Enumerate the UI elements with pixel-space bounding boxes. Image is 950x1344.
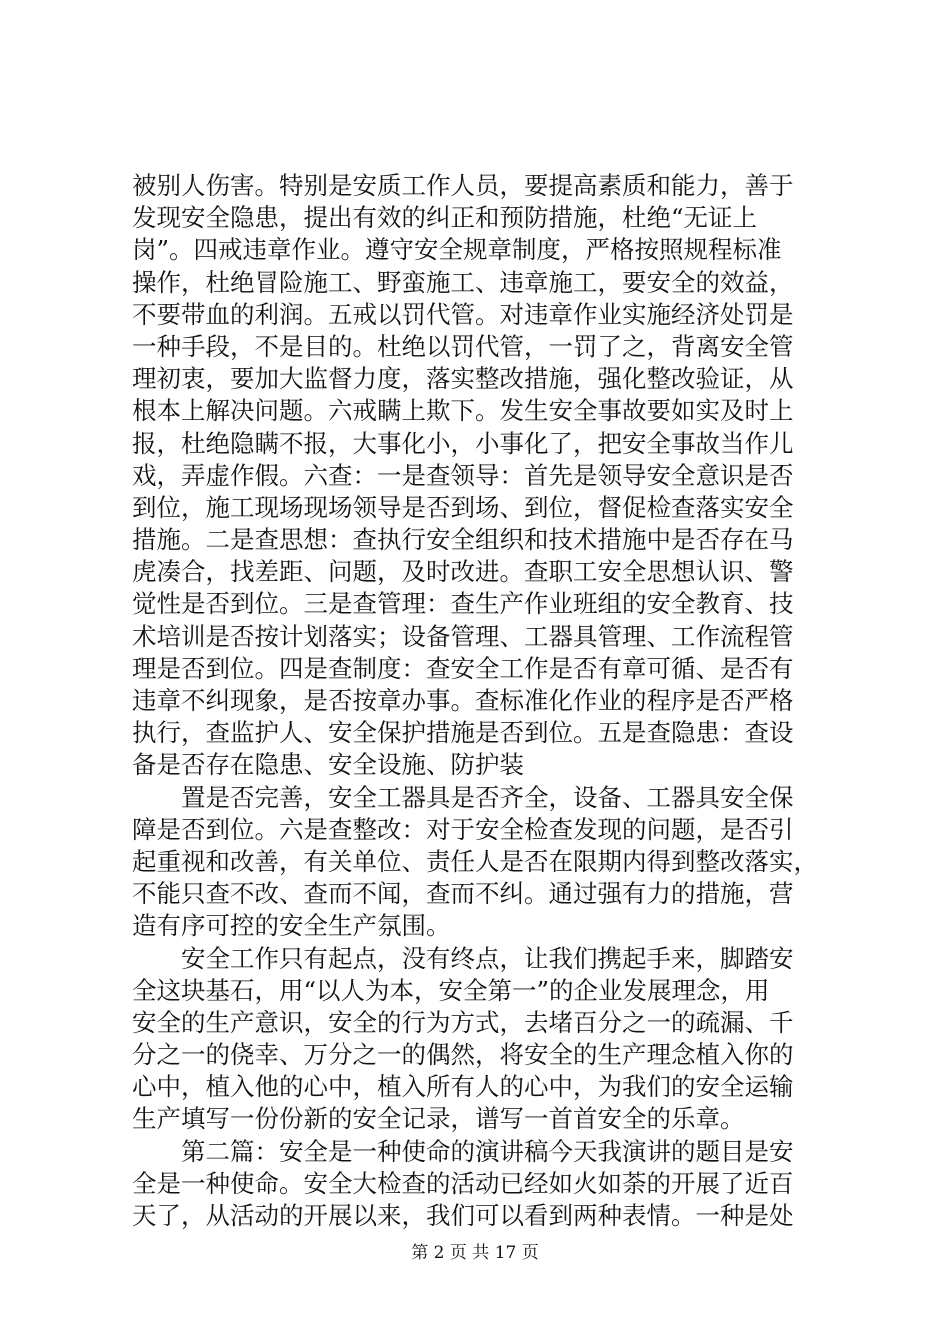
page-number-footer: 第 2 页 共 17 页	[411, 1243, 539, 1263]
text-line: 到位，施工现场现场领导是否到场、到位，督促检查落实安全	[132, 492, 794, 522]
text-line: 第二篇：安全是一种使命的演讲稿今天我演讲的题目是安	[132, 1136, 794, 1166]
text-line: 理是否到位。四是查制度：查安全工作是否有章可循、是否有	[132, 653, 794, 683]
text-line: 造有序可控的安全生产氛围。	[132, 911, 451, 941]
text-line: 全这块基石，用“以人为本，安全第一”的企业发展理念，用	[132, 975, 770, 1005]
text-line: 备是否存在隐患、安全设施、防护装	[132, 750, 524, 780]
text-line: 操作，杜绝冒险施工、野蛮施工、违章施工，要安全的效益，	[132, 267, 794, 297]
document-body	[132, 170, 832, 1232]
text-line: 根本上解决问题。六戒瞒上欺下。发生安全事故要如实及时上	[132, 396, 794, 426]
text-line: 心中，植入他的心中，植入所有人的心中，为我们的安全运输	[132, 1072, 794, 1102]
text-line: 生产填写一份份新的安全记录，谱写一首首安全的乐章。	[132, 1104, 745, 1134]
text-line: 被别人伤害。特别是安质工作人员，要提高素质和能力，善于	[132, 171, 794, 200]
text-line: 措施。二是查思想：查执行安全组织和技术措施中是否存在马	[132, 525, 794, 555]
text-line: 全是一种使命。安全大检查的活动已经如火如荼的开展了近百	[132, 1168, 794, 1198]
text-line: 障是否到位。六是查整改：对于安全检查发现的问题，是否引	[132, 814, 794, 844]
text-line: 戏，弄虚作假。六查：一是查领导：首先是领导安全意识是否	[132, 460, 794, 490]
text-line: 报，杜绝隐瞒不报，大事化小，小事化了，把安全事故当作儿	[132, 428, 794, 458]
text-line: 虎凑合，找差距、问题，及时改进。查职工安全思想认识、警	[132, 557, 794, 587]
text-line: 理初衷，要加大监督力度，落实整改措施，强化整改验证，从	[132, 364, 794, 394]
text-line: 术培训是否按计划落实；设备管理、工器具管理、工作流程管	[132, 621, 794, 651]
text-line: 安全的生产意识，安全的行为方式，去堵百分之一的疏漏、千	[132, 1007, 794, 1037]
text-line: 违章不纠现象，是否按章办事。查标准化作业的程序是否严格	[132, 686, 794, 715]
text-line: 天了，从活动的开展以来，我们可以看到两种表情。一种是处	[132, 1201, 794, 1230]
text-line: 一种手段，不是目的。杜绝以罚代管，一罚了之，背离安全管	[132, 331, 794, 361]
text-line: 觉性是否到位。三是查管理：查生产作业班组的安全教育、技	[132, 589, 794, 619]
text-line: 岗”。四戒违章作业。遵守安全规章制度，严格按照规程标准	[132, 235, 782, 265]
text-line: 安全工作只有起点，没有终点，让我们携起手来，脚踏安	[132, 943, 794, 973]
text-line: 起重视和改善，有关单位、责任人是否在限期内得到整改落实，	[132, 846, 818, 876]
text-line: 不要带血的利润。五戒以罚代管。对违章作业实施经济处罚是	[132, 299, 794, 329]
text-line: 不能只查不改、查而不闻，查而不纠。通过强有力的措施，营	[132, 879, 794, 909]
text-line: 发现安全隐患，提出有效的纠正和预防措施，杜绝“无证上	[132, 203, 758, 233]
text-line: 执行，查监护人、安全保护措施是否到位。五是查隐患：查设	[132, 718, 794, 748]
text-line: 置是否完善，安全工器具是否齐全，设备、工器具安全保	[132, 782, 794, 812]
text-line: 分之一的侥幸、万分之一的偶然，将安全的生产理念植入你的	[132, 1040, 794, 1070]
